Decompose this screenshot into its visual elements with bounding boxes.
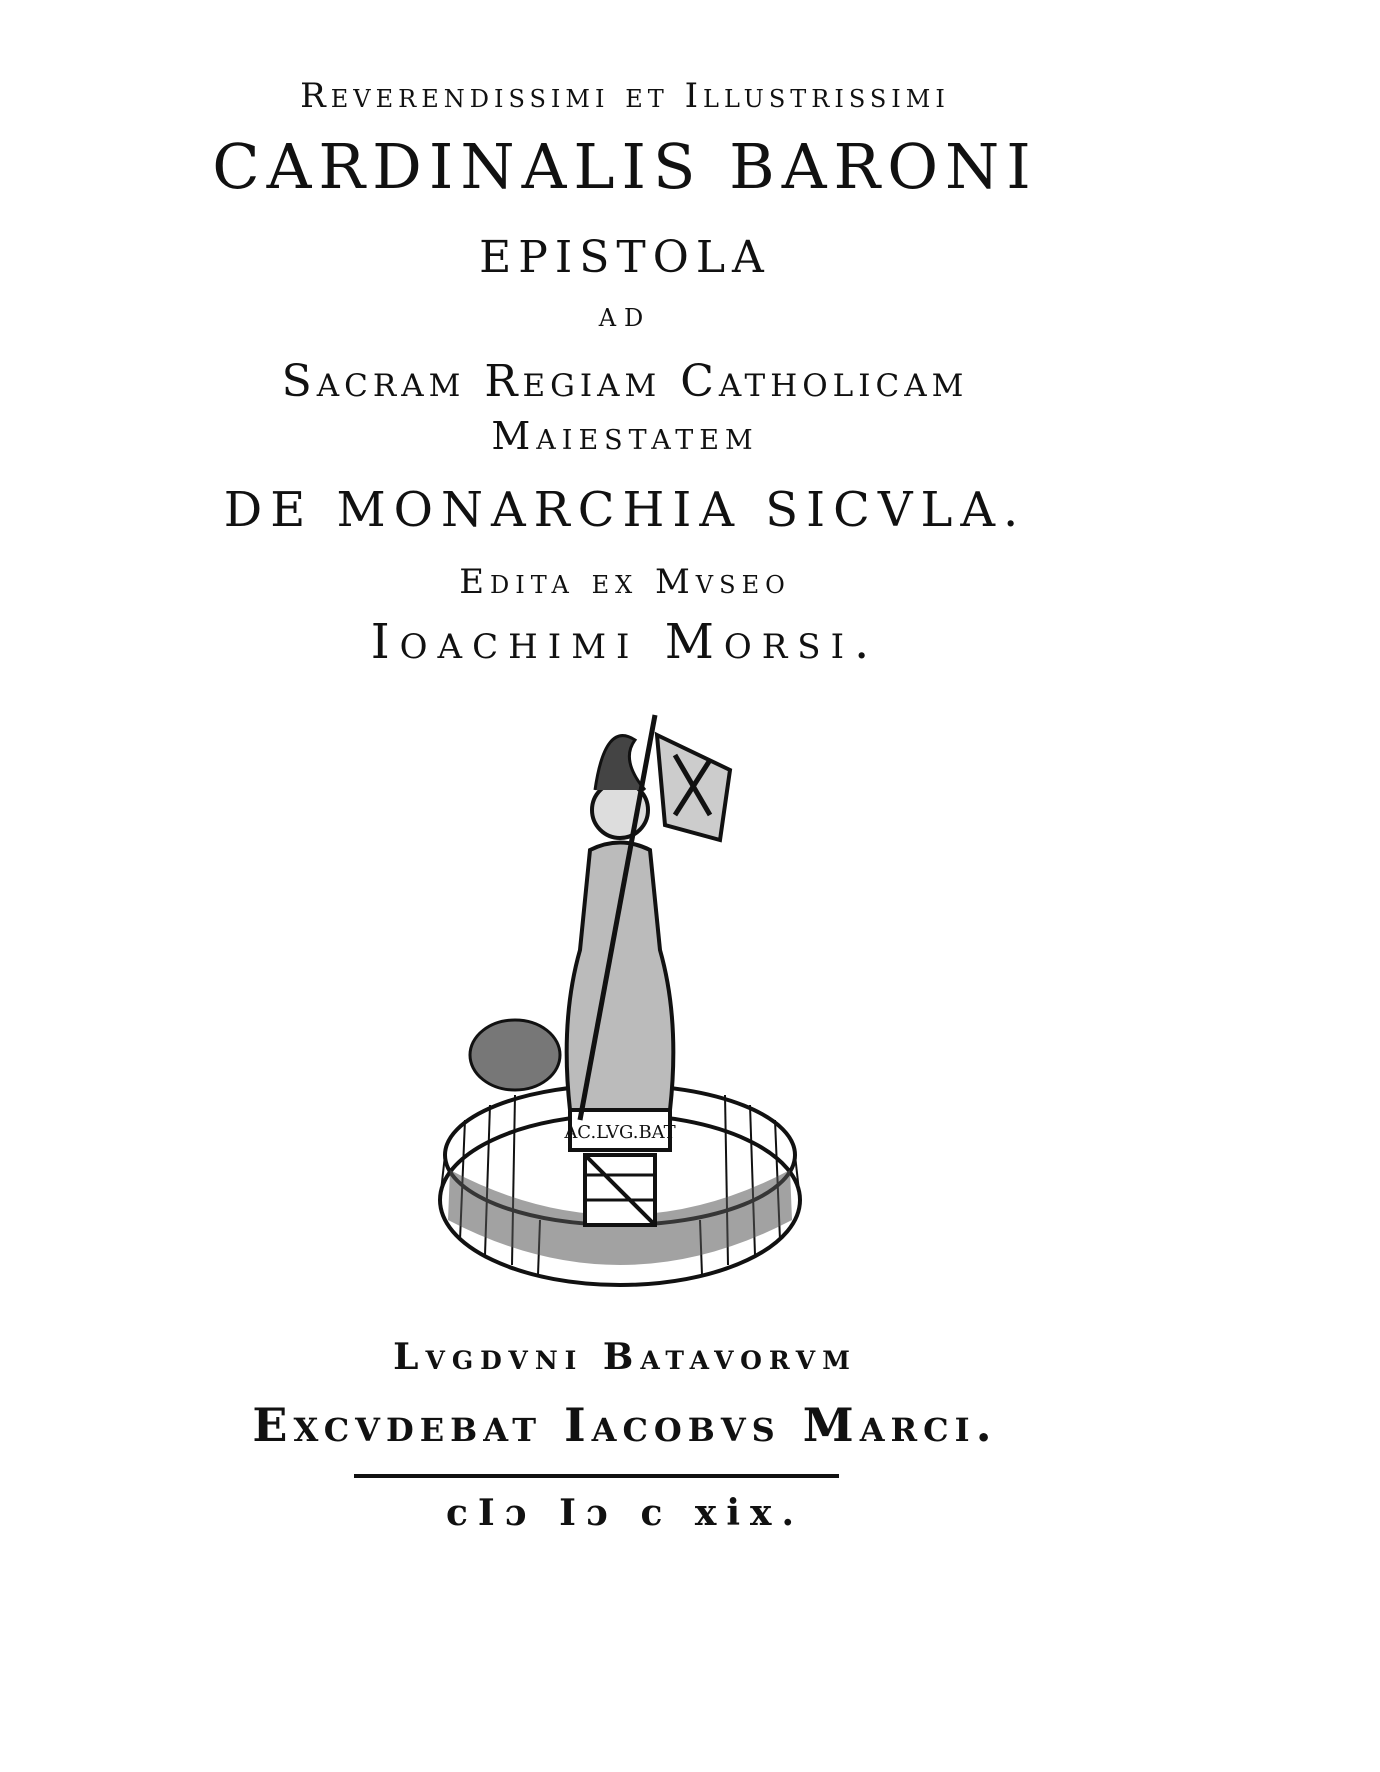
author-name: CARDINALIS BARONI xyxy=(212,130,1038,203)
editor-name: Ioachimi Morsi. xyxy=(370,614,880,670)
imprint-city: Lvgdvni Batavorvm xyxy=(393,1336,857,1378)
work-title: EPISTOLA xyxy=(479,232,771,283)
dedication-line: Reverendissimi et Illustrissimi xyxy=(300,76,950,116)
printers-device-maid-of-leiden-icon xyxy=(420,700,820,1320)
addressee-line: Sacram Regiam Catholicam xyxy=(281,356,969,407)
pedestal-motto: AC.LVG.BAT xyxy=(564,1122,676,1143)
edition-line: Edita ex Mvseo xyxy=(459,562,791,602)
subject-line: DE MONARCHIA SICVLA. xyxy=(223,482,1027,538)
imprint-divider xyxy=(354,1474,839,1478)
preposition-line: AD xyxy=(598,304,652,332)
addressee-line-2: Maiestatem xyxy=(491,414,759,458)
imprint-printer: Excvdebat Iacobvs Marci. xyxy=(252,1398,998,1452)
imprint-date: cIɔ Iɔ c xix. xyxy=(445,1492,805,1534)
